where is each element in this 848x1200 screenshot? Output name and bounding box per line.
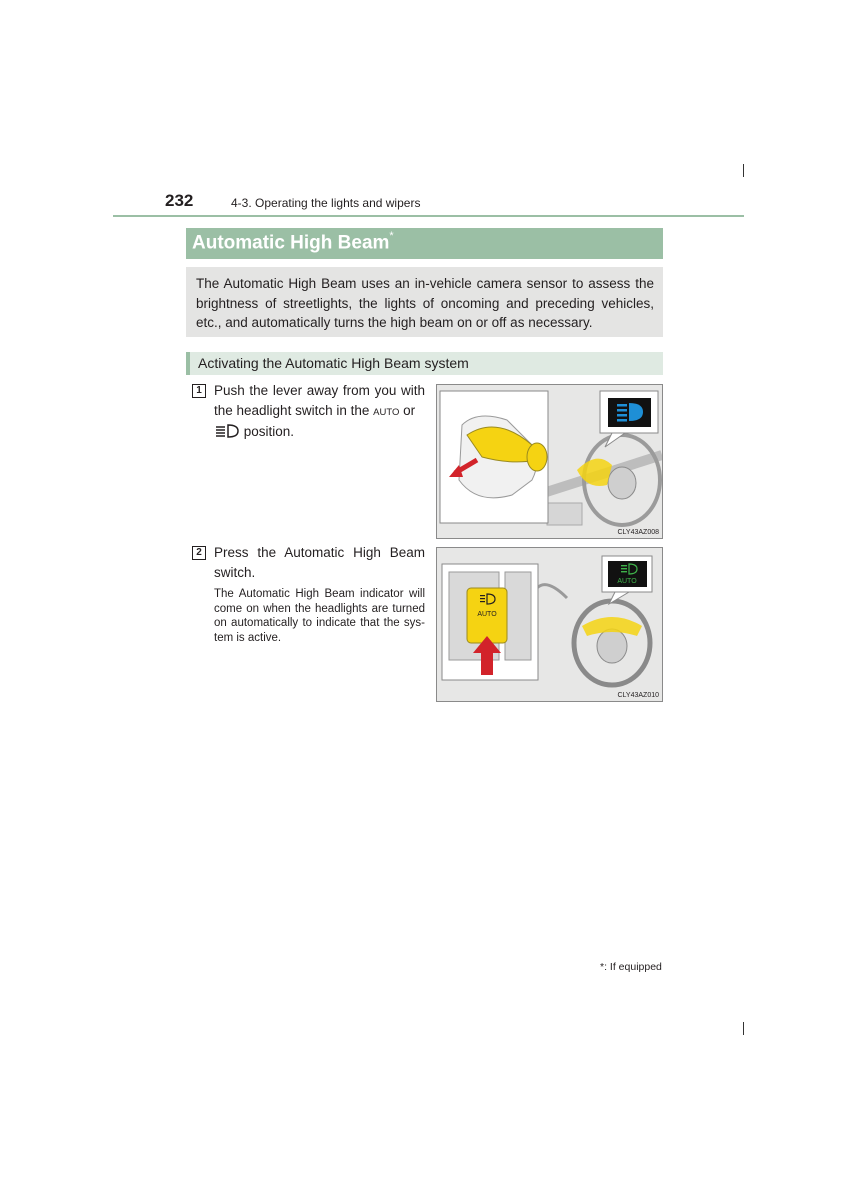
footnote-text: : If equipped	[604, 961, 662, 973]
headlight-icon	[214, 424, 240, 438]
footnote-mark: *	[600, 961, 605, 973]
crop-mark-top	[743, 164, 744, 177]
page-title: Automatic High Beam*	[192, 230, 394, 254]
page-number: 232	[165, 191, 194, 210]
header-rule	[113, 215, 744, 217]
subsection-title: Activating the Automatic High Beam system	[198, 355, 469, 371]
intro-box: The Automatic High Beam uses an in-vehicle camera sensor to assess the brightness of streetlights, the lights of oncoming and preceding vehicles, etc., and automatically turns the high beam on or off as necessary.	[186, 267, 663, 337]
step-number-1: 1	[192, 384, 206, 398]
lever-illustration	[437, 385, 662, 538]
step-number-2: 2	[192, 546, 206, 560]
subsection-bar	[186, 352, 663, 375]
crop-mark-bottom	[743, 1022, 744, 1035]
equipped-mark: *	[389, 230, 394, 242]
step-1-text: Push the lever away from you with the headlight switch in the AUTO or position.	[214, 383, 425, 439]
indicator-auto-label: AUTO	[617, 578, 637, 585]
switch-illustration	[437, 548, 662, 701]
section-title: 4-3. Operating the lights and wipers	[231, 196, 421, 210]
figure-code-2: CLY43AZ010	[617, 692, 659, 699]
page-title-bar	[186, 228, 663, 259]
step-2-text: Press the Automatic High Beam switch.	[214, 545, 425, 580]
footnote	[600, 961, 662, 973]
step-2-note: The Automatic High Beam indicator will come on when the headlights are turned on automatically to indicate that the sys- tem is active.	[214, 588, 425, 644]
figure-lever	[436, 384, 663, 539]
figure-switch	[436, 547, 663, 702]
switch-auto-label: AUTO	[477, 611, 497, 618]
auto-label: AUTO	[373, 406, 400, 418]
figure-code-1: CLY43AZ008	[617, 529, 659, 536]
